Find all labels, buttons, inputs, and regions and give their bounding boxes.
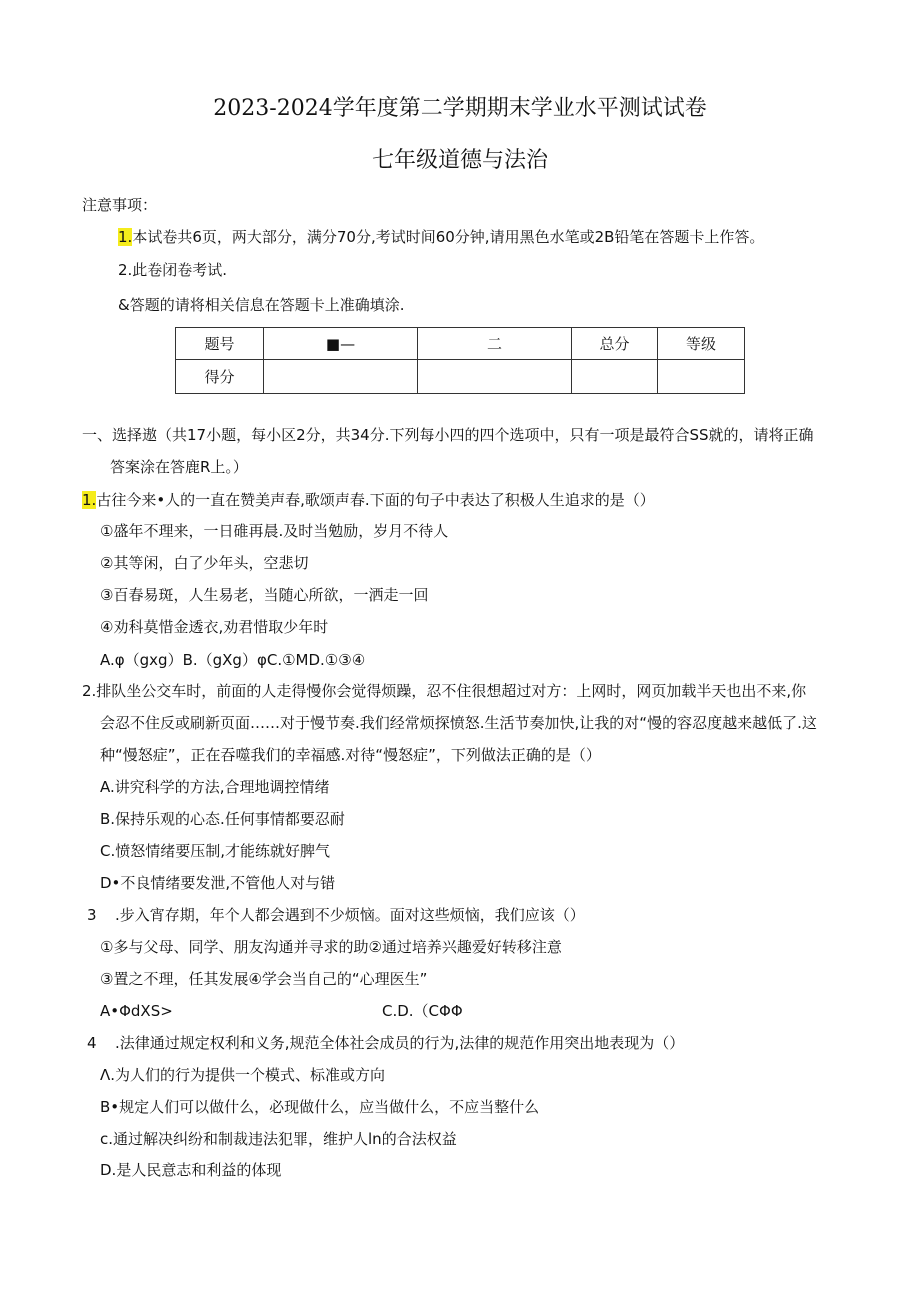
score-table-cell: 等级 [658,328,745,360]
score-input-cell[interactable] [418,360,572,394]
question-1-number: 1. [82,491,97,509]
score-table-cell: ■— [264,328,418,360]
section-heading-line1: 一、选择遨（共17小题，每小区2分，共34分.下列每小四的四个选项中，只有一项是最符合SS就的，请将正确 [82,426,814,444]
question-1-option: ①盛年不理来，一日碓再晨.及时当勉励，岁月不待人 [100,522,449,540]
question-1-option: ④劝科莫惜金透衣,劝君惜取少年时 [100,618,329,636]
score-table-cell: 总分 [572,328,658,360]
question-2-stem-line3: 种“慢怒症”，正在吞噬我们的幸福感.对待“慢怒症”，下列做法正确的是（） [100,746,601,764]
score-table-cell: 题号 [176,328,264,360]
notes-item-2: 2.此卷闭卷考试. [118,261,228,279]
question-2-stem-line2: 会忍不住反或刷新页面……对于慢节奏.我们经常烦探愤怒.生活节奏加快,让我的对“慢的容忍度越来越低了.这 [100,714,817,732]
question-4-option-a: Λ.为人们的行为提供一个模式、标准或方向 [100,1066,386,1084]
question-1-answers: A.φ（gxg）B.（gXg）φC.①MD.①③④ [100,651,366,669]
question-4-option-d: D.是人民意志和利益的体现 [100,1161,282,1179]
question-2-option-d: D•不良情绪要发泄,不管他人对与错 [100,874,336,892]
question-1-option: ②其等闲，白了少年头，空悲切 [100,554,309,572]
notes-item-1-number: 1. [118,228,133,246]
score-table [175,327,745,394]
section-heading-line2: 答案涂在答鹿R上。） [110,458,248,476]
question-4-option-b: B•规定人们可以做什么，必现做什么，应当做什么，不应当整什么 [100,1098,540,1116]
notes-item-1 [118,227,764,247]
notes-item-3: &答题的请将相关信息在答题卡上准确填涂. [118,296,405,314]
question-2-stem-line1: 2.排队坐公交车时，前面的人走得慢你会觉得烦躁，忍不住很想超过对方：上网时，网页加载半天也出不来,你 [82,682,807,700]
score-input-cell[interactable] [658,360,745,394]
question-3-number: 3 [87,906,97,924]
notes-item-1-text: 本试卷共6页，两大部分，满分70分,考试时间60分钟,请用黑色水笔或2B铅笔在答题卡上作答。 [132,228,765,246]
score-table-score-row [176,360,745,394]
question-1-text: 古往今来•人的一直在赞美声春,歌颂声春.下面的句子中表达了积极人生追求的是（） [96,491,655,509]
question-2-option-c: C.愤怒情绪要压制,才能练就好脾气 [100,842,331,860]
score-table-cell: 二 [418,328,572,360]
notes-heading: 注意事项： [82,196,158,214]
question-3-options-3-4: ③置之不理，任其发展④学会当自己的“心理医生” [100,970,428,988]
score-input-cell[interactable] [572,360,658,394]
question-1-option: ③百春易斑，人生易老，当随心所欲，一洒走一回 [100,586,429,604]
question-4-number: 4 [87,1034,97,1052]
score-table-cell: 得分 [176,360,264,394]
question-4-option-c: c.通过解决纠纷和制裁违法犯罪，维护人ln的合法权益 [100,1130,457,1148]
score-table-header-row [176,328,745,360]
question-4-stem: .法律通过规定权利和义务,规范全体社会成员的行为,法律的规范作用突出地表现为（） [115,1034,685,1052]
score-input-cell[interactable] [264,360,418,394]
exam-subtitle: 七年级道德与法治 [371,148,548,173]
question-3-options-1-2: ①多与父母、同学、朋友沟通并寻求的助②通过培养兴趣爱好转移注意 [100,938,562,956]
question-1-stem [82,490,655,510]
question-3-answer-right: C.D.（CΦΦ [382,1002,463,1020]
question-3-answer-left: A•ΦdXS> [100,1002,173,1020]
question-2-option-a: A.讲究科学的方法,合理地调控情绪 [100,778,330,796]
question-2-option-b: B.保持乐观的心态.任何事情都要忍耐 [100,810,345,828]
question-3-stem: .步入宵存期，年个人都会遇到不少烦恼。面对这些烦恼，我们应该（） [115,906,585,924]
exam-title: 2023-2024学年度第二学期期末学业水平测试试卷 [213,96,707,121]
